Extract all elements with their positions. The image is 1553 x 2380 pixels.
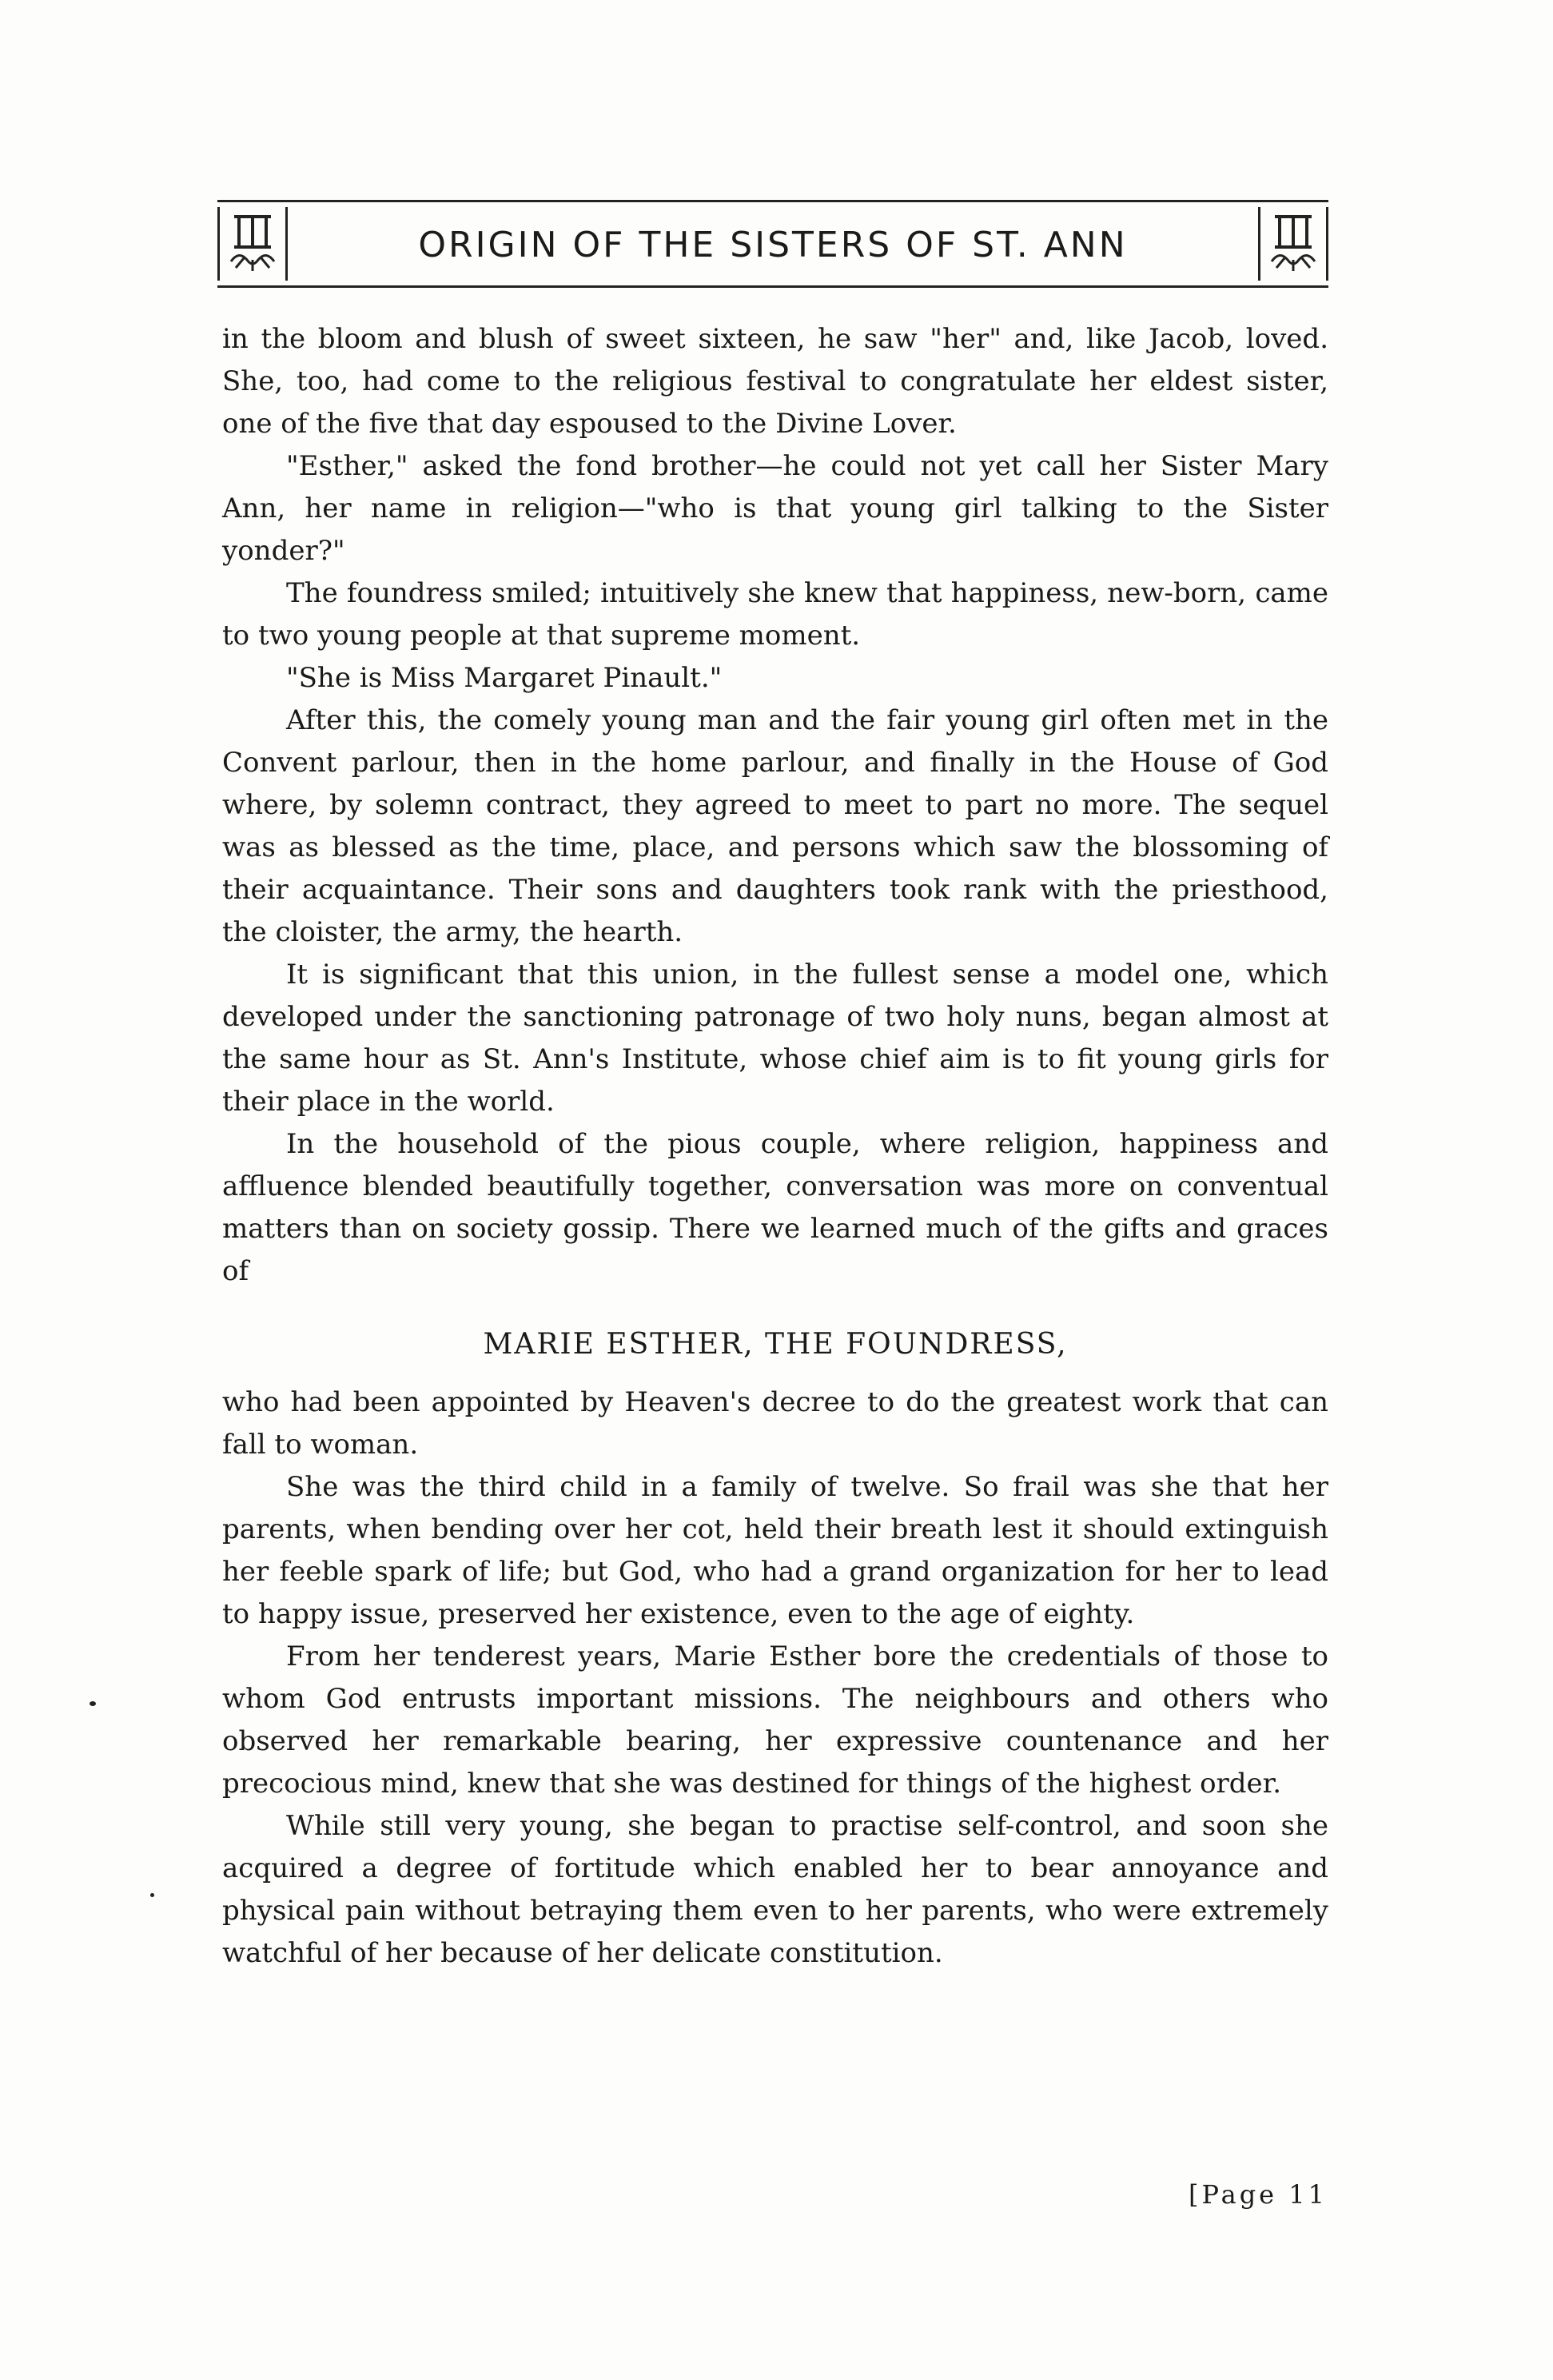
- paragraph: While still very young, she began to practise self-control, and soon she acquired a degree of fortitude which enabled her to bear annoyance and physical pain without betraying them even to her parents, who were extremely watchful of her because of her delicate constitution.: [222, 1810, 1328, 1969]
- paragraph: The foundress smiled; intuitively she knew that happiness, new-born, came to two young people at that supreme moment.: [222, 577, 1328, 652]
- page-header-title: ORIGIN OF THE SISTERS OF ST. ANN: [418, 225, 1128, 265]
- paragraph: who had been appointed by Heaven's decree to do the greatest work that can fall to woman.: [222, 1386, 1328, 1461]
- ink-speck: [150, 1893, 154, 1897]
- running-header: [217, 200, 1328, 288]
- paragraph: In the household of the pious couple, where religion, happiness and affluence blended beautifully together, conversation was more on conventual matters than on society gossip. There we learned much of the gifts and graces of: [222, 1128, 1328, 1287]
- monogram-ornament-icon: [1258, 207, 1328, 281]
- paragraph: It is significant that this union, in the fullest sense a model one, which developed under the sanctioning patronage of two holy nuns, began almost at the same hour as St. Ann's Institute, whose chief aim is to fit young girls for their place in the world.: [222, 959, 1328, 1118]
- page-number: [Page 11: [1189, 2179, 1328, 2210]
- paragraph: in the bloom and blush of sweet sixteen, he saw "her" and, like Jacob, loved. She, too, had come to the religious festival to congratulate her eldest sister, one of the five that day espoused to the Divine Lover.: [222, 323, 1328, 440]
- monogram-ornament-icon: [217, 207, 288, 281]
- paragraph: "Esther," asked the fond brother—he could not yet call her Sister Mary Ann, her name in religion—"who is that young girl talking to the Sister yonder?": [222, 450, 1328, 567]
- paragraph: She was the third child in a family of twelve. So frail was she that her parents, when bending over her cot, held their breath lest it should extinguish her feeble spark of life; but God, who had a grand organization for her to lead to happy issue, preserved her existence, even to the age of eighty.: [222, 1471, 1328, 1630]
- section-subheading: MARIE ESTHER, THE FOUNDRESS,: [483, 1328, 1068, 1361]
- body-text: [222, 318, 1328, 1975]
- ink-speck: [90, 1701, 96, 1706]
- paragraph: From her tenderest years, Marie Esther bore the credentials of those to whom God entrusts important missions. The neighbours and others who observed her remarkable bearing, her expressive countenance and her precocious mind, knew that she was destined for things of the highest order.: [222, 1640, 1328, 1800]
- paragraph: After this, the comely young man and the fair young girl often met in the Convent parlour, then in the home parlour, and finally in the House of God where, by solemn contract, they agreed to meet to part no more. The sequel was as blessed as the time, place, and persons which saw the blossoming of their acquaintance. Their sons and daughters took rank with the priesthood, the cloister, the army, the hearth.: [222, 704, 1328, 948]
- paragraph: "She is Miss Margaret Pinault.": [286, 662, 723, 694]
